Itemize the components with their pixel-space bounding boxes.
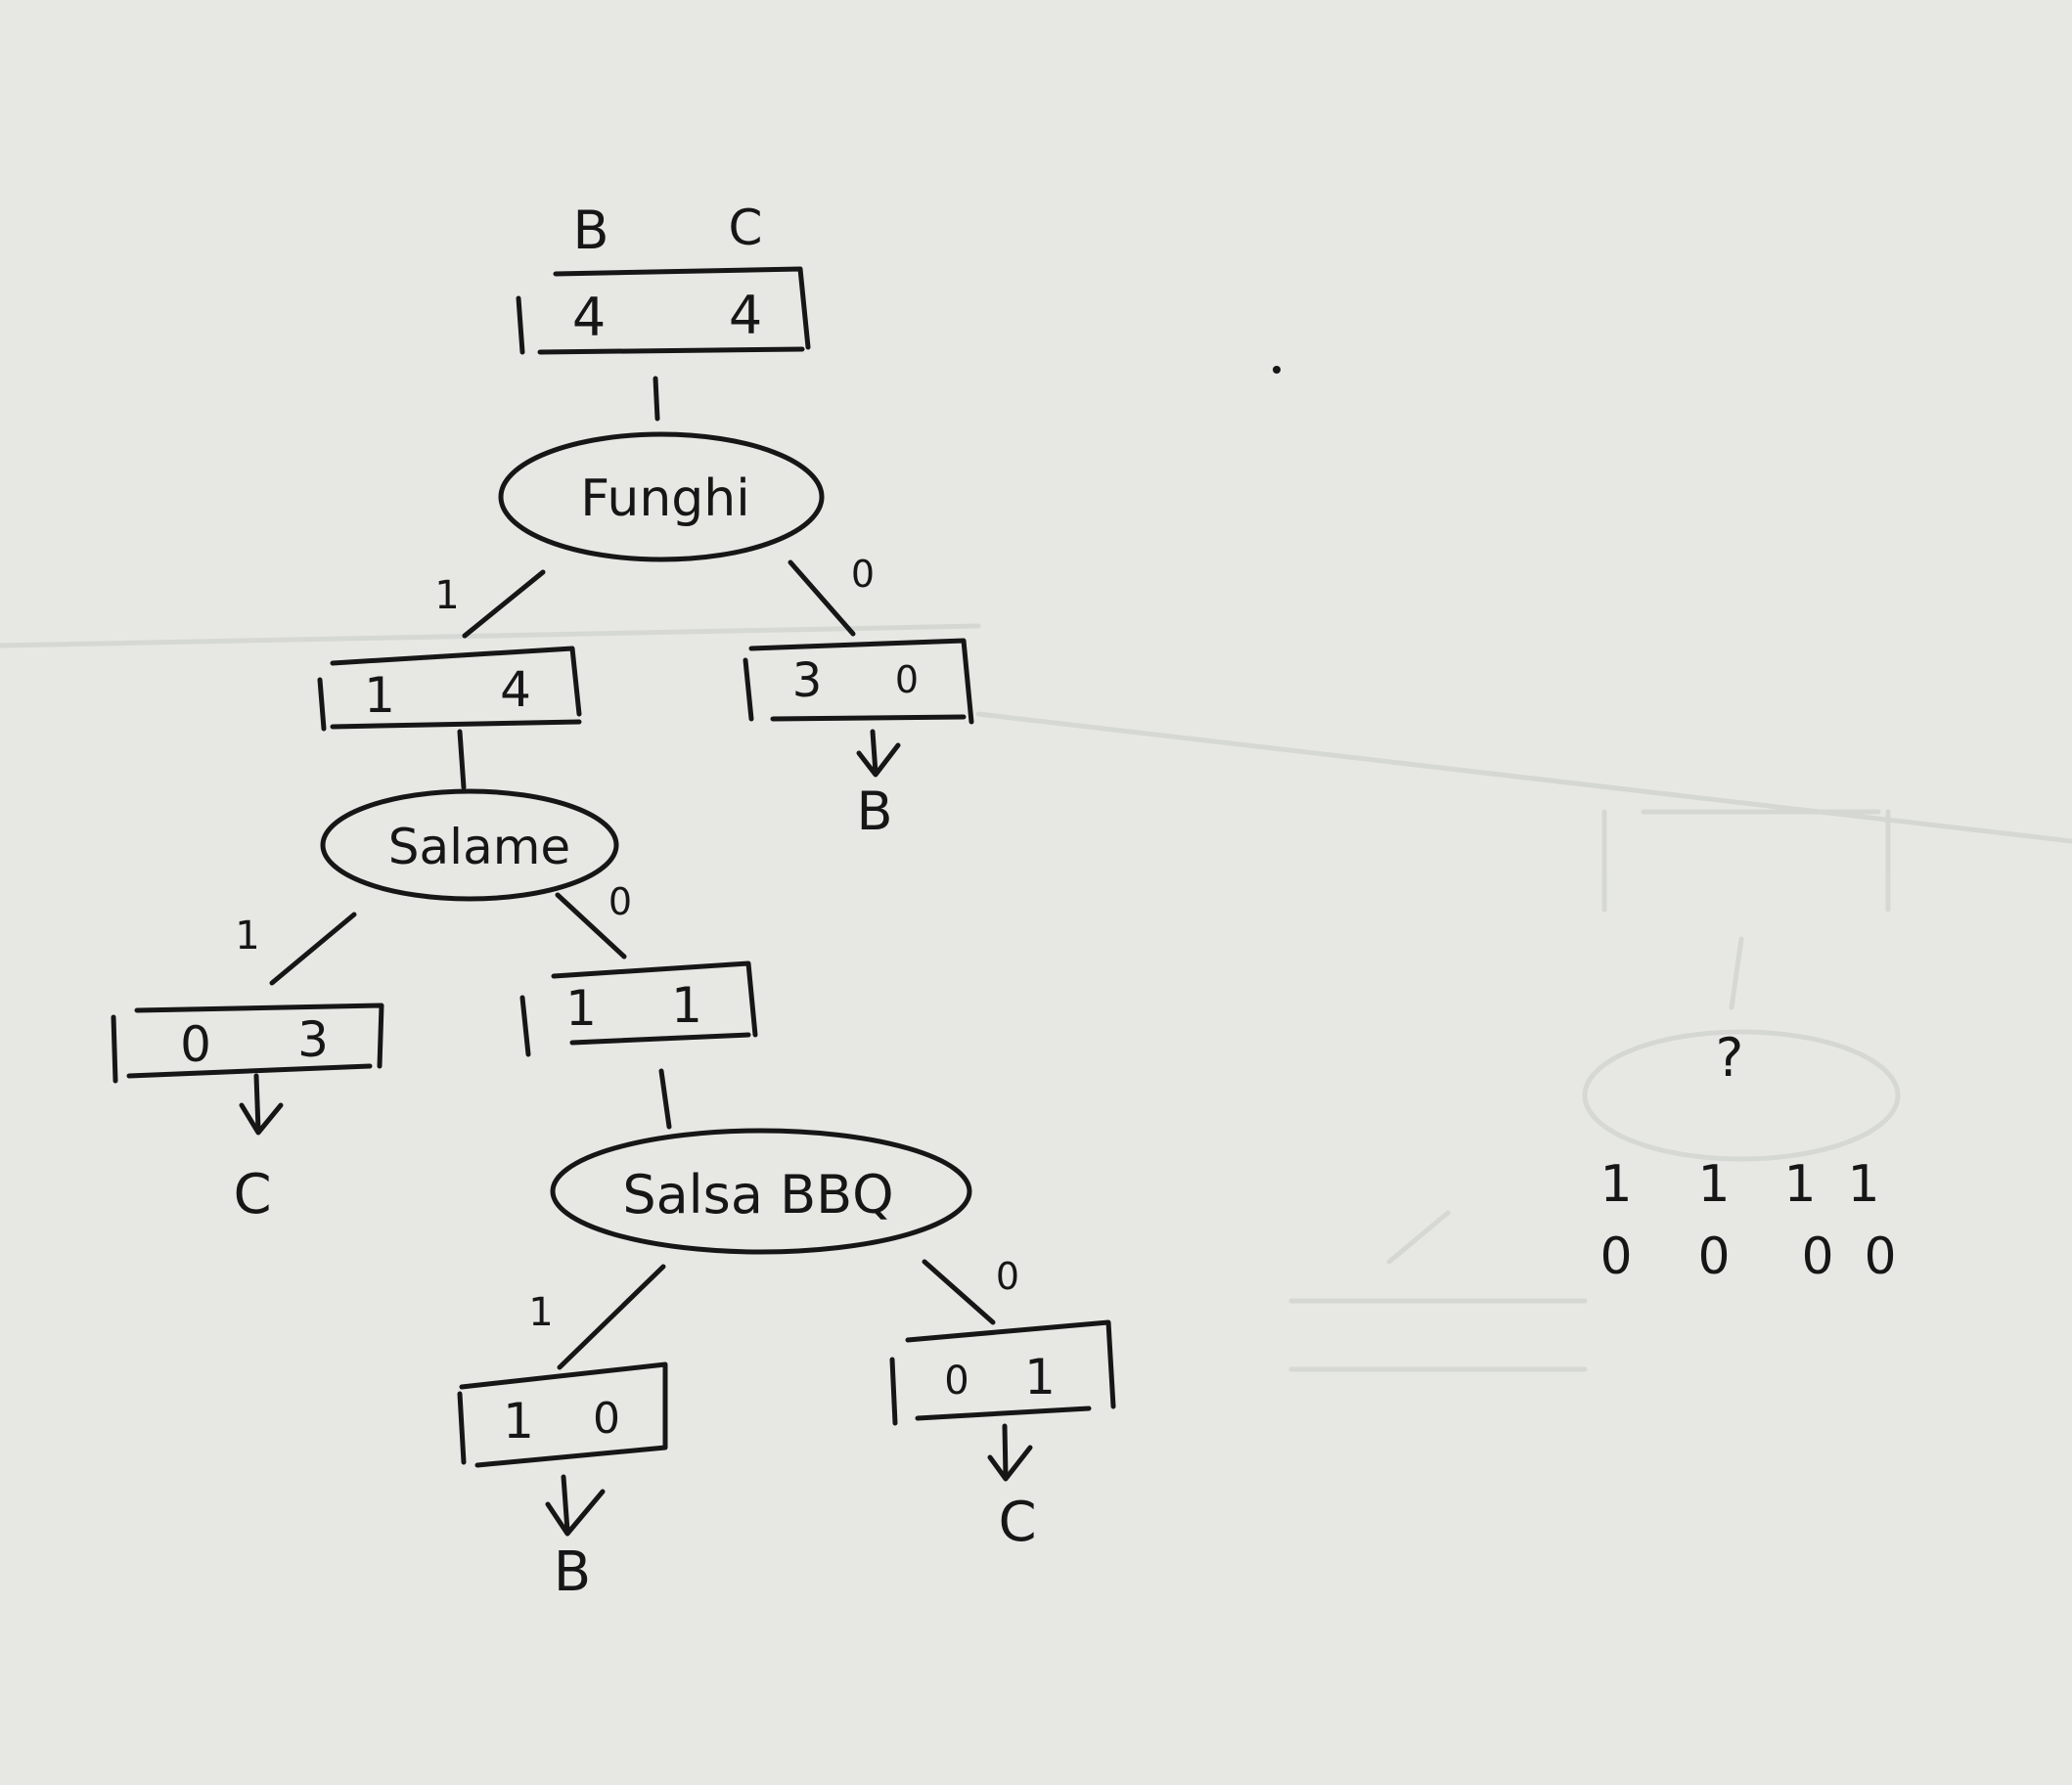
ink-dot bbox=[1273, 366, 1281, 374]
salame-no-edge-label: 0 bbox=[608, 880, 633, 923]
salame-yes-count-box bbox=[113, 1005, 382, 1081]
salsa-no-leaf-arrow bbox=[990, 1426, 1030, 1479]
root-count-box bbox=[518, 269, 808, 352]
salame-yes-leaf-class: C bbox=[233, 1163, 272, 1227]
salame-node bbox=[323, 791, 616, 899]
salame-yes-count-c: 3 bbox=[297, 1011, 329, 1068]
funghi-no-leaf-class: B bbox=[856, 781, 893, 842]
side-note-zero: 0 bbox=[1697, 1227, 1731, 1286]
funghi-yes-edge-label: 1 bbox=[434, 573, 460, 618]
salsa-no-edge-label: 0 bbox=[995, 1255, 1020, 1298]
salsa-bbq-label: Salsa BBQ bbox=[622, 1164, 894, 1226]
salsa-no-branch bbox=[924, 1262, 993, 1322]
side-note-one: 1 bbox=[1697, 1155, 1731, 1214]
side-note-one: 1 bbox=[1599, 1155, 1633, 1214]
salame-yes-count-b: 0 bbox=[180, 1016, 211, 1073]
side-note-zero: 0 bbox=[1864, 1227, 1897, 1286]
funghi-yes-branch bbox=[465, 572, 543, 636]
salame-no-count-box bbox=[522, 963, 755, 1054]
bleed-through-marks bbox=[0, 626, 2072, 1369]
salsa-yes-count-box bbox=[460, 1364, 665, 1465]
funghi-node bbox=[501, 434, 822, 559]
salsa-connector bbox=[661, 1071, 669, 1127]
salsa-no-count-b: 0 bbox=[944, 1359, 969, 1404]
funghi-no-count-c: 0 bbox=[894, 658, 920, 701]
salame-connector bbox=[460, 732, 464, 787]
class-b-header: B bbox=[572, 200, 609, 261]
root-count-b: 4 bbox=[571, 287, 607, 348]
salsa-bbq-node bbox=[553, 1131, 969, 1252]
salame-no-count-b: 1 bbox=[565, 980, 597, 1037]
salsa-no-count-box bbox=[892, 1322, 1113, 1423]
side-note-zero: 0 bbox=[1801, 1227, 1834, 1286]
side-note-zero: 0 bbox=[1599, 1227, 1633, 1286]
salsa-yes-count-c: 0 bbox=[593, 1394, 620, 1444]
salame-yes-edge-label: 1 bbox=[235, 914, 260, 959]
funghi-no-count-box bbox=[745, 641, 971, 722]
funghi-label: Funghi bbox=[580, 469, 750, 528]
side-note-question: ? bbox=[1715, 1027, 1744, 1089]
salame-yes-leaf-arrow bbox=[242, 1076, 281, 1133]
salame-label: Salame bbox=[387, 819, 571, 875]
salame-yes-branch bbox=[272, 915, 354, 983]
funghi-no-edge-label: 0 bbox=[850, 553, 876, 596]
salsa-yes-leaf-class: B bbox=[553, 1540, 592, 1604]
salsa-no-count-c: 1 bbox=[1024, 1349, 1056, 1406]
class-c-header: C bbox=[728, 200, 763, 256]
salsa-no-leaf-class: C bbox=[998, 1491, 1037, 1554]
funghi-yes-count-box bbox=[320, 648, 579, 729]
salsa-yes-leaf-arrow bbox=[548, 1477, 603, 1534]
side-note-one: 1 bbox=[1847, 1155, 1880, 1214]
salsa-yes-count-b: 1 bbox=[503, 1393, 534, 1450]
side-note-one: 1 bbox=[1783, 1155, 1817, 1214]
salsa-yes-edge-label: 1 bbox=[528, 1290, 554, 1335]
root-connector bbox=[655, 379, 657, 419]
funghi-no-leaf-arrow bbox=[859, 732, 898, 775]
funghi-no-count-b: 3 bbox=[791, 653, 823, 708]
funghi-yes-count-c: 4 bbox=[500, 661, 531, 718]
funghi-yes-count-b: 1 bbox=[364, 667, 395, 724]
salsa-yes-branch bbox=[560, 1267, 663, 1367]
root-count-c: 4 bbox=[728, 285, 763, 346]
funghi-no-branch bbox=[790, 562, 853, 634]
salame-no-count-c: 1 bbox=[671, 977, 702, 1034]
